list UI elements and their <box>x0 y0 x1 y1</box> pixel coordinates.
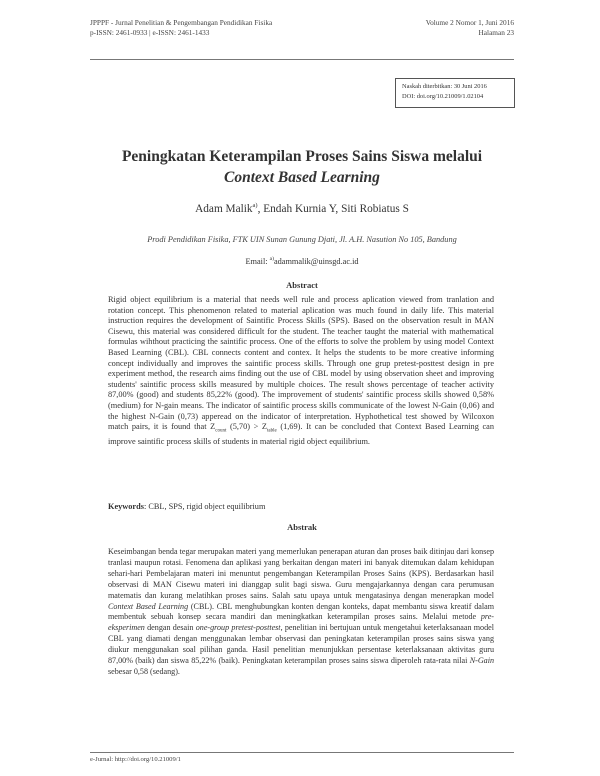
author-list <box>90 202 514 215</box>
page-number: Halaman 23 <box>478 28 514 37</box>
keywords-label: Keywords <box>108 502 144 511</box>
email-mark: a) <box>269 256 274 262</box>
volume-line: Volume 2 Nomor 1, Juni 2016 <box>425 18 514 27</box>
z-count-sub: count <box>215 428 227 434</box>
paper-title <box>90 146 514 188</box>
keywords-line <box>108 502 494 511</box>
author-1-name: Adam Malik <box>195 202 253 215</box>
issn-line: p-ISSN: 2461-0933 | e-ISSN: 2461-1433 <box>90 28 210 37</box>
abstract-heading: Abstract <box>286 280 318 290</box>
doi-link[interactable]: DOI: doi.org/10.21009/1.02104 <box>402 93 484 100</box>
abstract-english-text <box>108 295 494 448</box>
other-authors: , Endah Kurnia Y, Siti Robiatus S <box>257 202 409 215</box>
header-right <box>426 18 514 38</box>
abstract-en-part-c: (1,69). It can be concluded that Context Based Learning can improve saintific process skills of students in material rigid object equilibrium. <box>108 422 494 447</box>
abstrak-method-term: pre-eksperimen <box>108 612 494 633</box>
email-address[interactable]: adammalik@uinsgd.ac.id <box>273 256 359 266</box>
author-1-mark: a) <box>252 202 258 209</box>
abstrak-part-3: dengan desain <box>144 623 196 633</box>
abstract-en-part-a: Rigid object equilibrium is a material that needs well rule and process aplication viewed from tranlation and rotation concept. This phenomenon related to material aplication was much found in daily life. This material instruction requires the development of Saintific Process Skills (SPS). Based on the observation result in MAN Cisewu, this material was considered difficult for the student. The teacher taught the material with mathematical formulas wihthout practicing the saintific process. One of the efforts to solve the problem by using model Context Based Learning (CBL). CBL connects content and contex. It helps the students to be more creative informing concept individually and improves the saintific process skills. Through one grup pretest-posttest design in pre experiment method, the research aims finding out the use of CBL model by using observation sheet and improving students' saintific process skills measured by multiple choices. The result shows percentage of teacher activity 87,00% (good) and students 85,22% (good). The improvement of students' saintific process skills showed 0,58% (medium) for N-gain means. The indicator of saintific process skills communicate of the lowest N-Gain (0,06) and the highest N-Gain (0,73) apperead on the indicator of interpretation. Hyphothetical test showed by Wilcoxon match pairs, it is found that Z <box>108 295 494 432</box>
footer-url[interactable]: e-Jurnal: http://doi.org/10.21009/1 <box>90 756 181 763</box>
abstrak-part-4: , penelitian ini bertujuan untuk mengetahui keterlaksanaan model CBL yang diamati dengan menggunakan lembar observasi dan peningkatan keterampilan proses sains siswa yang diukur menggunakan soal pilihan ganda. Hasil penelitian menunjukkan persentase keterlaksanaan aktivitas guru 87,00% (baik) dan siswa 85,22% (baik). Peningkatan keterampilan proses sains siswa diperoleh rata-rata nilai <box>108 623 494 666</box>
keywords-text: : CBL, SPS, rigid object equilibrium <box>143 502 266 511</box>
footer-divider <box>90 752 514 753</box>
abstrak-part-2: (CBL). CBL menghubungkan konten dengan konteks, dapat membantu siswa kreatif dalam membentuk sebuah konsep secara mandiri dan meningkatkan keterampilan proses sains. Melalui metode <box>108 601 494 622</box>
affiliation: Prodi Pendidikan Fisika, FTK UIN Sunan Gunung Djati, Jl. A.H. Nasution No 105, Bandung <box>147 235 457 244</box>
journal-name: JPPPF - Jurnal Penelitian & Pengembangan Pendidikan Fisika <box>90 18 273 27</box>
title-line-1: Peningkatan Keterampilan Proses Sains Siswa melalui <box>121 148 483 165</box>
published-date: Naskah diterbitkan: 30 Juni 2016 <box>402 83 487 90</box>
abstrak-ngain-term: N-Gain <box>469 656 494 666</box>
header-divider <box>90 59 514 60</box>
z-table-sub: table <box>266 428 277 434</box>
email-line <box>90 256 514 266</box>
abstrak-indonesian-text <box>108 547 494 678</box>
publication-note-box <box>395 78 515 108</box>
title-line-2: Context Based Learning <box>224 169 380 186</box>
abstract-en-part-b: (5,70) > Z <box>226 422 267 432</box>
abstrak-heading: Abstrak <box>287 522 317 532</box>
email-label: Email: <box>245 256 270 266</box>
header-left <box>90 18 272 38</box>
abstrak-design-term: one-group pretest-posttest <box>195 623 281 633</box>
abstrak-cbl-term: Context Based Learning <box>108 601 189 611</box>
abstrak-part-5: sebesar 0,58 (sedang). <box>108 666 180 676</box>
abstrak-part-1: Keseimbangan benda tegar merupakan materi yang memerlukan penerapan aturan dan proses baik ditinjau dari konsep tranlasi maupun rotasi. Fenomena dan aplikasi yang berkaitan dengan materi ini banyak ditemukan dalam kehidupan sehari-hari Pembelajaran materi ini menuntut pengembangan Keterampilan Proses Sains (KPS). Berdasarkan hasil observasi di MAN Cisewu materi ini dianggap sulit bagi siswa. Guru mengajarkannya dengan cara perumusan matematis dan kurang melatihkan proses sains. Salah satu upaya untuk mengatasinya dengan menerapkan model <box>108 547 494 600</box>
